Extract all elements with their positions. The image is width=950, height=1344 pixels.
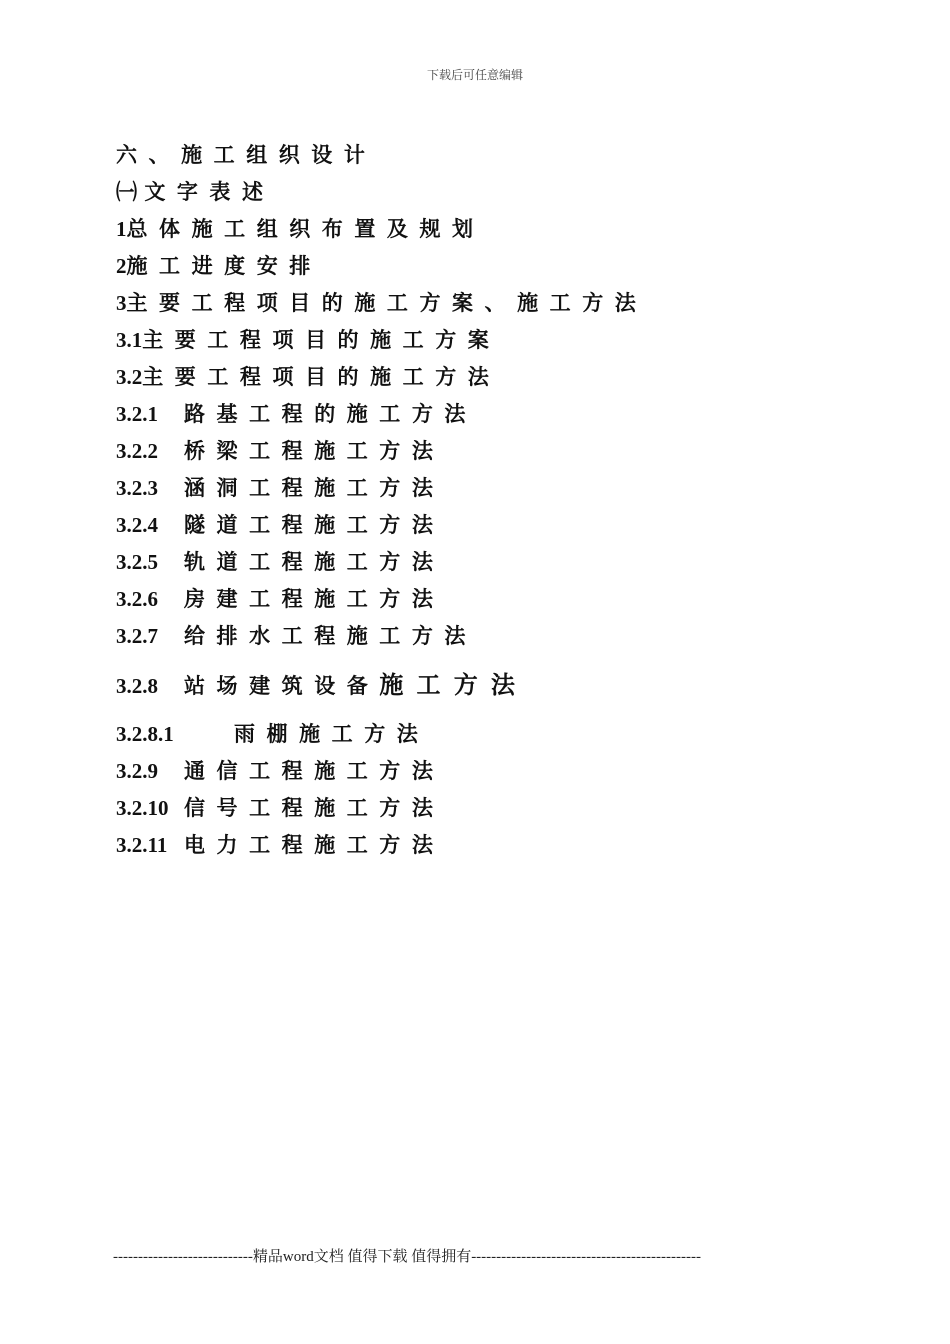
page-header: 下载后可任意编辑: [426, 68, 523, 82]
toc-item: [116, 358, 876, 395]
toc-item-number: 3.2.4: [116, 513, 158, 537]
toc-item-text: 涵洞工程施工方法: [184, 475, 445, 500]
toc-item-text: 主要工程项目的施工方法: [142, 364, 501, 389]
toc-item: [116, 210, 876, 247]
toc-item-text: 信号工程施工方法: [184, 795, 445, 820]
toc-item: [116, 469, 876, 506]
toc-heading-text: 六、施工组织设计: [116, 142, 377, 167]
toc-item: [116, 580, 876, 617]
toc-item-number: 2: [116, 254, 127, 278]
toc-item-text: 主要工程项目的施工方案: [142, 327, 501, 352]
toc-item-text: 隧道工程施工方法: [184, 512, 445, 537]
toc-item-text: 站场建筑设备: [184, 673, 380, 698]
toc-item-text: 路基工程的施工方法: [184, 401, 477, 426]
toc-item-number: 1: [116, 217, 127, 241]
toc-item-text: 主要工程项目的施工方案、施工方法: [126, 290, 648, 315]
toc-item-number: 3.1: [116, 328, 143, 352]
toc-item-text: 给排水工程施工方法: [184, 623, 477, 648]
toc-item-text: 雨棚施工方法: [234, 721, 430, 746]
toc-item: [116, 789, 876, 826]
toc-item-text-large: 施工方法: [379, 670, 529, 699]
toc-item-number: ㈠: [116, 180, 137, 204]
toc-item-number: 3.2.8: [116, 674, 158, 698]
toc-item-text: 电力工程施工方法: [184, 832, 445, 857]
toc-item: [116, 543, 876, 580]
toc-item: [116, 666, 876, 703]
toc-item-number: 3: [116, 291, 127, 315]
toc-item: [116, 321, 876, 358]
toc-item-text: 桥梁工程施工方法: [184, 438, 445, 463]
toc-item-number: 3.2.8.1: [116, 722, 174, 746]
toc-item: [116, 506, 876, 543]
toc-item: [116, 173, 876, 210]
toc-item-text: 通信工程施工方法: [184, 758, 445, 783]
toc-item: [116, 432, 876, 469]
toc-item: [116, 826, 876, 863]
toc-item: [116, 247, 876, 284]
toc-item: [116, 715, 876, 752]
toc-item-text: 总体施工组织布置及规划: [126, 216, 485, 241]
toc-item: [116, 752, 876, 789]
table-of-contents: [116, 136, 876, 863]
toc-item: [116, 284, 876, 321]
toc-item: [116, 395, 876, 432]
page-footer: ----------------------------精品word文档 值得下载 值得拥有----------------------------------------------: [113, 1249, 701, 1265]
toc-item-number: 3.2: [116, 365, 143, 389]
toc-item-number: 3.2.10: [116, 796, 169, 820]
toc-item-number: 3.2.9: [116, 759, 158, 783]
toc-item: [116, 617, 876, 654]
toc-item-number: 3.2.3: [116, 476, 158, 500]
toc-item-number: 3.2.7: [116, 624, 158, 648]
toc-item-number: 3.2.5: [116, 550, 158, 574]
toc-item-number: 3.2.2: [116, 439, 158, 463]
toc-item-number: 3.2.1: [116, 402, 158, 426]
toc-item-number: 3.2.6: [116, 587, 158, 611]
toc-item-text: 房建工程施工方法: [184, 586, 445, 611]
toc-heading: [116, 136, 876, 173]
toc-item-number: 3.2.11: [116, 833, 168, 857]
toc-item-text: 轨道工程施工方法: [184, 549, 445, 574]
toc-item-text: 文字表述: [144, 179, 275, 204]
toc-item-text: 施工进度安排: [126, 253, 322, 278]
